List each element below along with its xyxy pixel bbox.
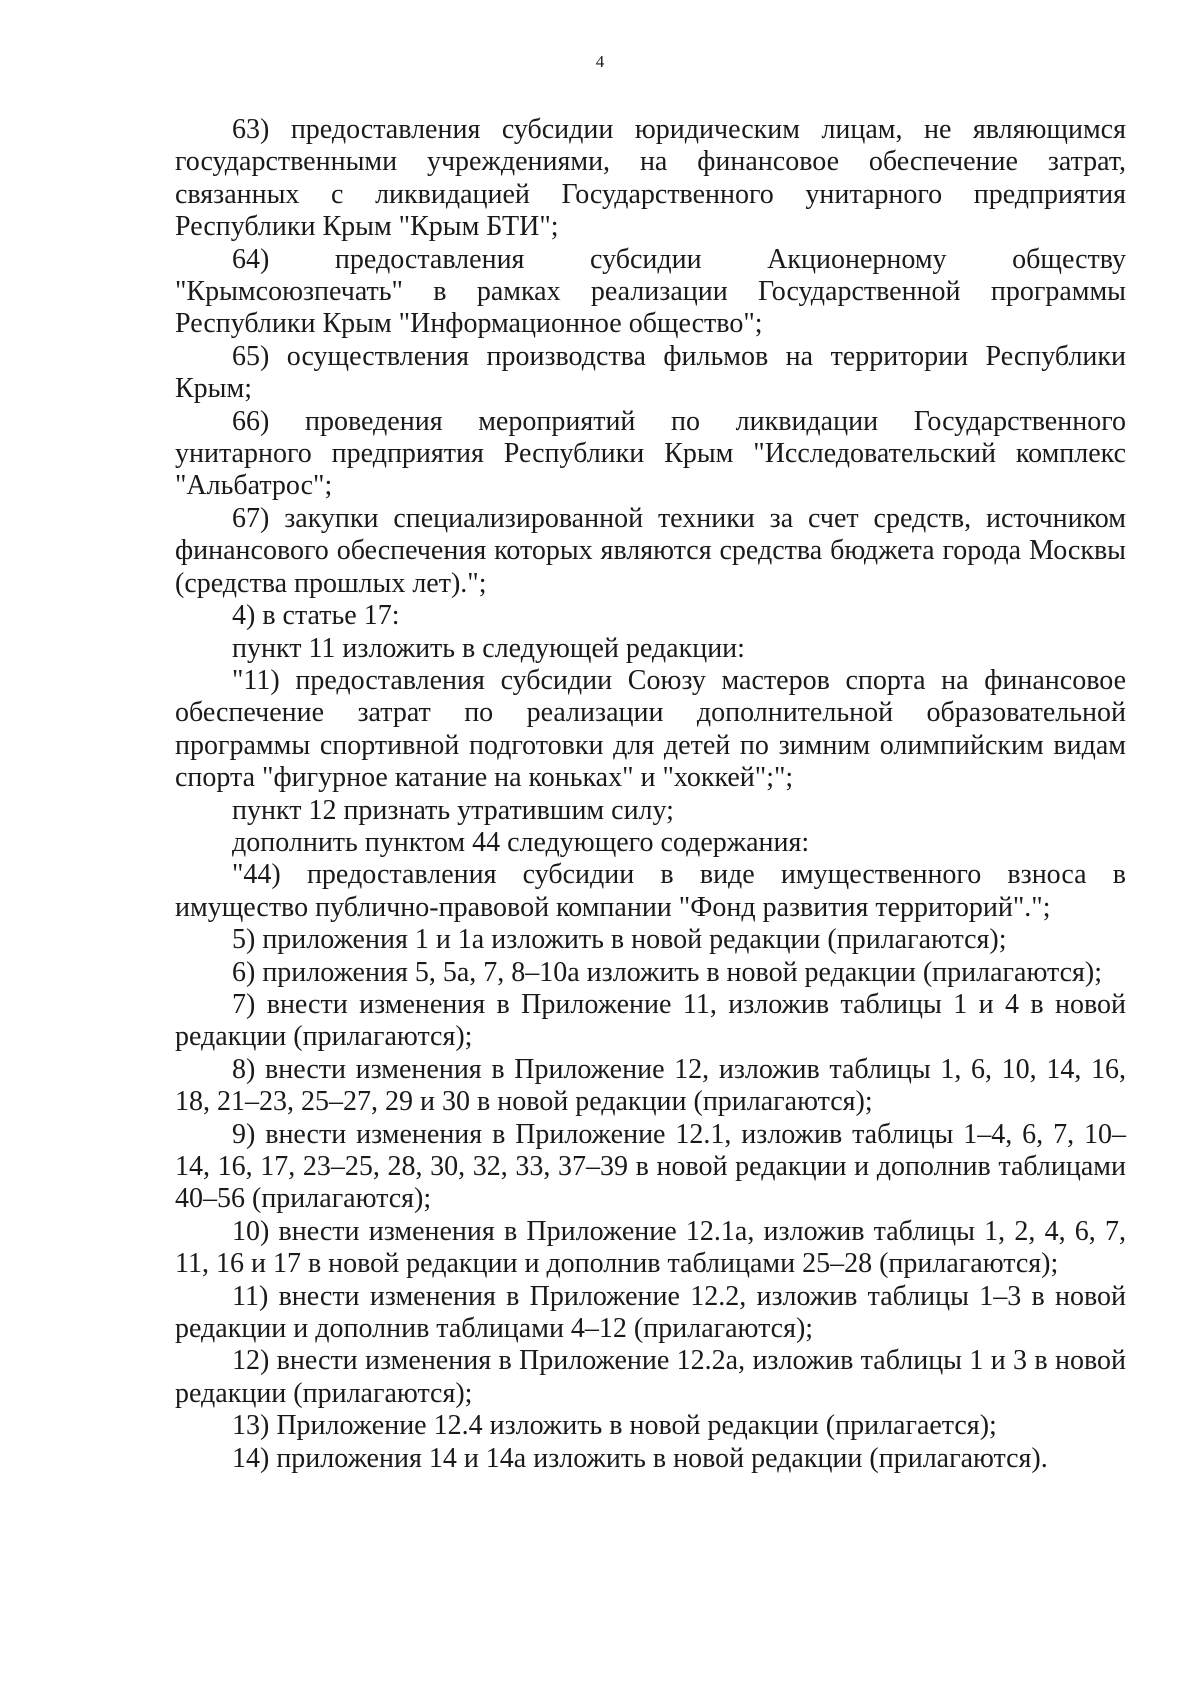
paragraph-item-10: 10) внести изменения в Приложение 12.1а, изложив таблицы 1, 2, 4, 6, 7, 11, 16 и 17 в новой редакции и дополнив таблицами 25–28 (прилагаются);: [175, 1215, 1126, 1280]
paragraph-item-14: 14) приложения 14 и 14а изложить в новой редакции (прилагаются).: [232, 1442, 1048, 1474]
paragraph-item-64: 64) предоставления субсидии Акционерному обществу "Крымсоюзпечать" в рамках реализации Государственной программы Республики Крым "Информационное общество";: [175, 243, 1126, 340]
paragraph-item-63: 63) предоставления субсидии юридическим лицам, не являющимся государственными учреждениями, на финансовое обеспечение затрат, связанных с ликвидацией Государственного унитарного предприятия Республики Крым "Крым БТИ";: [175, 114, 1126, 243]
document-body: [175, 114, 1126, 1475]
paragraph-item-9: 9) внести изменения в Приложение 12.1, изложив таблицы 1–4, 6, 7, 10–14, 16, 17, 23–25, 28, 30, 32, 33, 37–39 в новой редакции и дополнив таблицами 40–56 (прилагаются);: [175, 1118, 1126, 1215]
paragraph-item-67: 67) закупки специализированной техники за счет средств, источником финансового обеспечения которых являются средства бюджета города Москвы (средства прошлых лет).";: [175, 502, 1126, 599]
paragraph-article-17: 4) в статье 17:: [232, 600, 400, 632]
paragraph-point-12: пункт 12 признать утратившим силу;: [232, 794, 674, 826]
paragraph-item-66: 66) проведения мероприятий по ликвидации Государственного унитарного предприятия Республики Крым "Исследовательский комплекс "Альбатрос";: [175, 405, 1126, 502]
paragraph-item-13: 13) Приложение 12.4 изложить в новой редакции (прилагается);: [232, 1410, 997, 1442]
page-number: 4: [595, 52, 605, 71]
paragraph-point-44-intro: дополнить пунктом 44 следующего содержания:: [232, 826, 810, 858]
paragraph-point-44-text: "44) предоставления субсидии в виде имущественного взноса в имущество публично-правовой компании "Фонд развития территорий".";: [175, 859, 1126, 923]
paragraph-point-11-intro: пункт 11 изложить в следующей редакции:: [232, 632, 745, 664]
paragraph-item-8: 8) внести изменения в Приложение 12, изложив таблицы 1, 6, 10, 14, 16, 18, 21–23, 25–27, 29 и 30 в новой редакции (прилагаются);: [175, 1053, 1126, 1118]
paragraph-item-6: 6) приложения 5, 5а, 7, 8–10а изложить в новой редакции (прилагаются);: [232, 956, 1102, 988]
paragraph-item-5: 5) приложения 1 и 1а изложить в новой редакции (прилагаются);: [232, 924, 1007, 956]
paragraph-item-11: 11) внести изменения в Приложение 12.2, изложив таблицы 1–3 в новой редакции и дополнив таблицами 4–12 (прилагаются);: [175, 1280, 1126, 1345]
paragraph-item-7: 7) внести изменения в Приложение 11, изложив таблицы 1 и 4 в новой редакции (прилагаются);: [175, 988, 1126, 1053]
paragraph-item-65: 65) осуществления производства фильмов на территории Республики Крым;: [175, 340, 1126, 405]
paragraph-item-12: 12) внести изменения в Приложение 12.2а, изложив таблицы 1 и 3 в новой редакции (прилагаются);: [175, 1345, 1126, 1409]
paragraph-point-11-text: "11) предоставления субсидии Союзу мастеров спорта на финансовое обеспечение затрат по реализации дополнительной образовательной программы спортивной подготовки для детей по зимним олимпийским видам спорта "фигурное катание на коньках" и "хоккей";";: [175, 664, 1126, 794]
